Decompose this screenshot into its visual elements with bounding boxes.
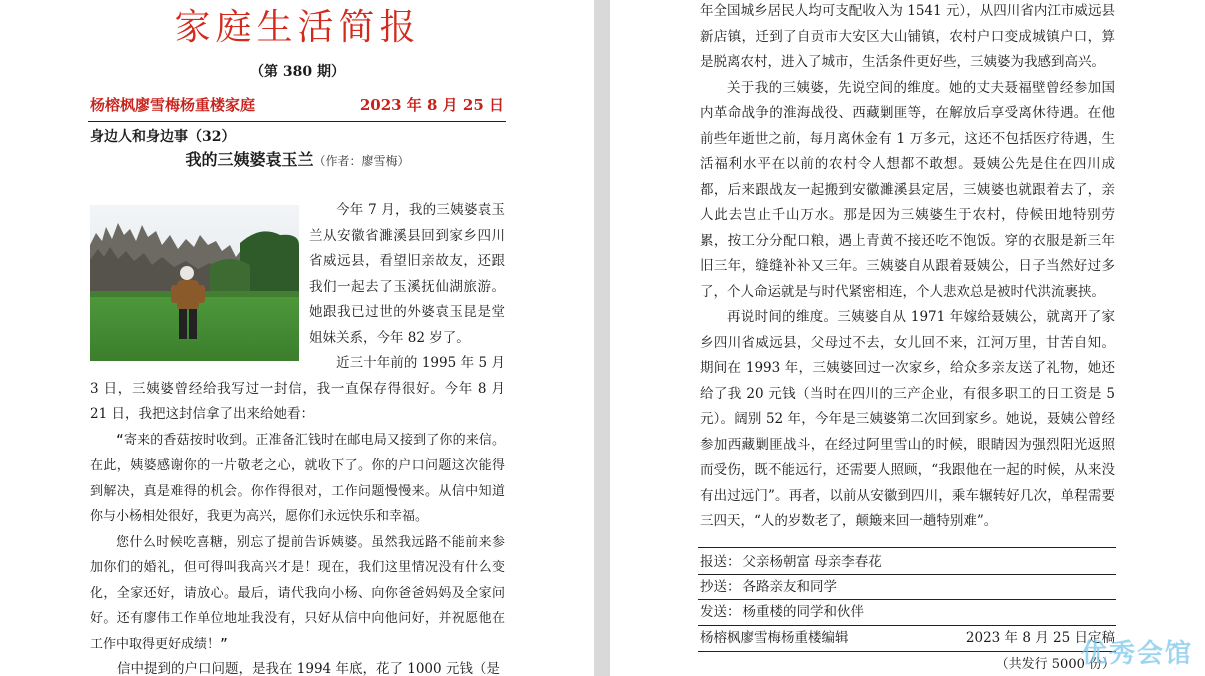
article-paragraph: 再说时间的维度。三姨婆自从 1971 年嫁给聂姨公，就离开了家乡四川省威远县，父母过不去，女儿回不来，江河万里，甘苦自知。期间在 1993 年，三姨婆回过一次家乡，给众多亲友送了礼物，她还给了我 20 元钱（当时在四川的三产企业，有很多职工的日工资是 5 元）。阔别 52 年，今年是三姨婆第二次回到家乡。她说，聂姨公曾经参加西藏剿匪战斗，在经过阿里雪山的时候，眼睛因为强烈阳光返照而受伤，既不能远行，还需要人照顾，“我跟他在一起的时候，从来没有出过远门”。再者，以前从安徽到四川，乘车辗转好几次，单程需要三四天，“人的岁数老了，颠簸来回一趟特别难”。 [700, 309, 1115, 529]
article-paragraph: 关于我的三姨婆，先说空间的维度。她的丈夫聂福壁曾经参加国内革命战争的淮海战役、西藏剿匪等，在解放后享受离休待遇。在他前些年逝世之前，每月离休金有 1 万多元，这还不包括医疗待遇，生活福利水平在以前的农村令人想都不敢想。聂姨公先是住在四川成都，后来跟战友一起搬到安徽濉溪县定居，三姨婆也就跟着去了，亲人此去岂止千山万水。那是因为三姨婆生于农村，侍候田地特别劳累，按工分分配口粮，遇上青黄不接还吃不饱饭。穿的衣服是新三年旧三年，缝缝补补又三年。三姨婆自从跟着聂姨公，日子当然好过多了，个人命运就是与时代紧密相连，个人悲欢总是被时代洪流裹挟。 [700, 79, 1115, 300]
footer-divider [698, 547, 1116, 548]
send-line [700, 601, 864, 623]
family-name: 杨榕枫廖雪梅杨重楼家庭 [90, 96, 256, 114]
article-heading [90, 149, 505, 172]
footer-divider [698, 599, 1116, 600]
editor-credit: 杨榕枫廖雪梅杨重楼编辑 [700, 630, 849, 646]
send-recipients: 杨重楼的同学和伙伴 [742, 604, 864, 620]
letter-paragraph: “寄来的香菇按时收到。正准备汇钱时在邮电局又接到了你的来信。在此，姨婆感谢你的一片敬老之心，就收下了。你的户口问题这次能得到解决，真是难得的机会。你作得很对，工作问题慢慢来。从信中知道你与小杨相处很好，我更为高兴，愿你们永远快乐和幸福。 [90, 432, 505, 524]
article-paragraph: 近三十年前的 1995 年 5 月 3 日，三姨婆曾经给我写过一封信，我一直保存得很好。今年 8 月 21 日，我把这封信拿了出来给她看： [90, 355, 505, 422]
column-label: 身边人和身边事（32） [90, 129, 236, 145]
copy-line [700, 576, 837, 598]
newsletter-title: 家庭生活简报 [174, 7, 421, 48]
footer-divider [698, 625, 1116, 626]
copy-recipients: 各路亲友和同学 [742, 579, 837, 595]
footer-divider [698, 574, 1116, 575]
article-paragraph: 年全国城乡居民人均可支配收入为 1541 元），从四川省内江市威远县新店镇，迁到了自贡市大安区大山铺镇，农村户口变成城镇户口，算是脱离农村，进入了城市，生活条件更好些，三姨婆为我感到高兴。 [700, 3, 1115, 70]
right-page [610, 0, 1205, 676]
footer-divider [698, 651, 1116, 652]
article-body-right [700, 0, 1115, 535]
final-date: 2023 年 8 月 25 日定稿 [965, 630, 1115, 646]
copies-note: （共发行 5000 份） [995, 657, 1115, 672]
header-divider [88, 121, 506, 122]
article-paragraph: 信中提到的户口问题，是我在 1994 年底，花了 1000 元钱（是 [117, 661, 500, 676]
site-watermark: 优秀会馆 [1080, 639, 1193, 669]
left-page [0, 0, 594, 676]
report-recipients: 父亲杨朝富 母亲李春花 [742, 554, 882, 570]
issue-number: （第 380 期） [250, 64, 345, 80]
article-author: （作者：廖雪梅） [313, 154, 410, 168]
article-title: 我的三姨婆袁玉兰 [185, 150, 314, 169]
report-line [700, 551, 882, 573]
send-label: 发送： [700, 604, 741, 620]
letter-paragraph: 您什么时候吃喜糖，别忘了提前告诉姨婆。虽然我远路不能前来参加你们的婚礼，但可得叫我高兴才是！现在，我们这里情况没有什么变化，全家还好，请放心。最后，请代我向小杨、向你爸爸妈妈及全家问好。还有廖伟工作单位地址我没有，只好从信中向他问好，并祝愿他在工作中取得更好成绩！” [90, 534, 505, 652]
page-gutter [594, 0, 610, 676]
report-label: 报送： [700, 554, 741, 570]
article-paragraph: 今年 7 月，我的三姨婆袁玉兰从安徽省濉溪县回到家乡四川省威远县，看望旧亲故友，还跟我们一起去了玉溪抚仙湖旅游。她跟我已过世的外婆袁玉昆是堂姐妹关系，今年 82 岁了。 [309, 202, 505, 346]
copy-label: 抄送： [700, 579, 741, 595]
publish-date: 2023 年 8 月 25 日 [359, 96, 504, 114]
article-body-left [90, 198, 505, 676]
